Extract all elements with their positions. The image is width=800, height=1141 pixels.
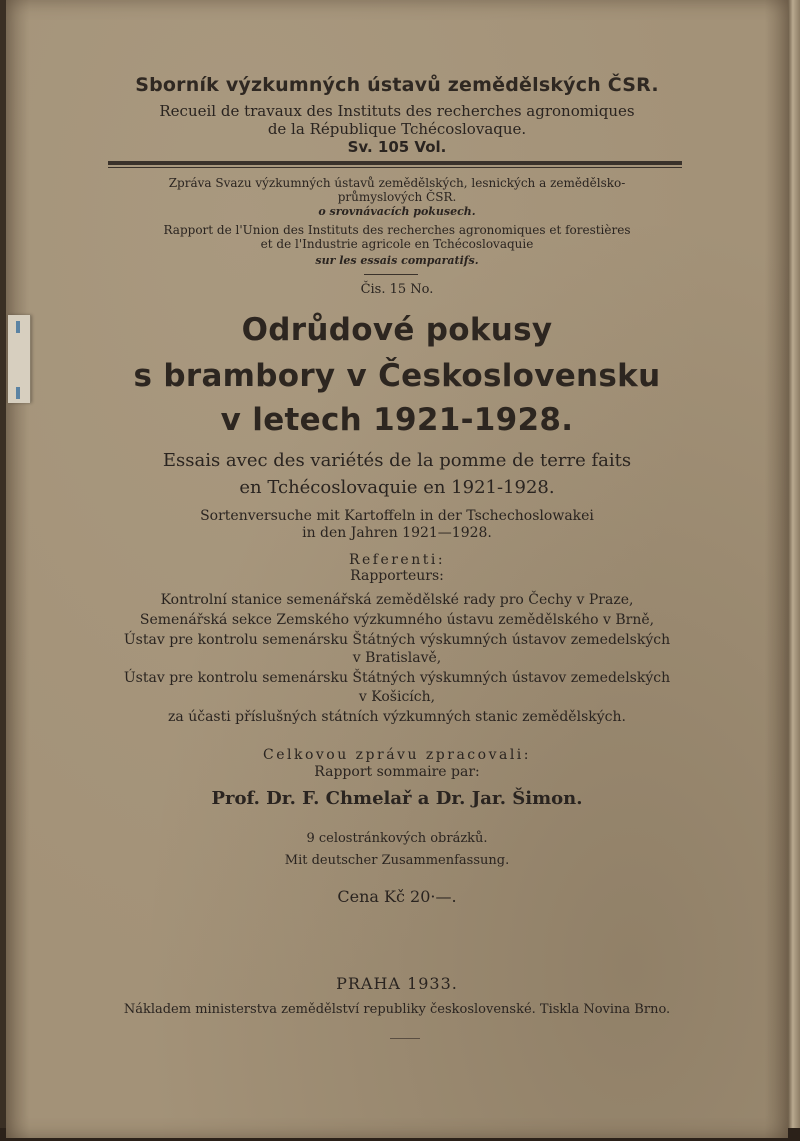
header-rule	[108, 161, 682, 165]
price: Cena Kč 20·—.	[337, 887, 457, 906]
book-cover	[6, 0, 788, 1138]
report-line4: Rapport de l'Union des Instituts des recherches agronomiques et forestières	[163, 223, 631, 237]
referee-line: Semenářská sekce Zemského výzkumného ústavu zemědělského v Brně,	[139, 612, 655, 628]
header-rule-thin	[108, 167, 682, 168]
series-title: Sborník výzkumných ústavů zemědělských ČSR.	[135, 74, 659, 96]
report-line6: sur les essais comparatifs.	[315, 254, 479, 267]
divider	[364, 274, 418, 275]
imprint-publisher: Nákladem ministerstva zemědělství republiky československé. Tiskla Novina Brno.	[123, 1002, 671, 1017]
referees-label-fr: Rapporteurs:	[350, 568, 444, 584]
series-subtitle-line2: de la République Tchécoslovaque.	[267, 120, 527, 138]
french-title-line1: Essais avec des variétés de la pomme de terre faits	[162, 450, 632, 471]
summary-note: Mit deutscher Zusammenfassung.	[284, 853, 510, 868]
report-line3: o srovnávacích pokusech.	[318, 205, 476, 218]
report-line2: průmyslových ČSR.	[337, 190, 457, 204]
referee-line: za účasti příslušných státních výzkumných stanic zemědělských.	[168, 709, 626, 725]
german-title-line2: in den Jahren 1921—1928.	[302, 525, 492, 541]
referees-label-cz: Referenti:	[348, 552, 446, 568]
referee-line: v Bratislavě,	[352, 650, 442, 666]
referee-line: v Košicích,	[358, 689, 436, 705]
issue-number: Čis. 15 No.	[360, 282, 434, 297]
summary-label-cz: Celkovou zprávu zpracovali:	[262, 747, 532, 763]
french-title-line2: en Tchécoslovaquie en 1921-1928.	[239, 477, 555, 498]
main-title-line3: v letech 1921-1928.	[220, 402, 574, 438]
summary-label-fr: Rapport sommaire par:	[314, 764, 480, 780]
volume-number: Sv. 105 Vol.	[347, 138, 447, 156]
referee-line: Ústav pre kontrolu semenársku Štátných výskumných ústavov zemedelských	[123, 670, 671, 686]
referee-line: Kontrolní stanice semenářská zemědělské rady pro Čechy v Praze,	[160, 592, 634, 608]
bottom-ornament	[390, 1038, 420, 1039]
page-stack-edge	[788, 0, 800, 1141]
referee-line: Ústav pre kontrolu semenársku Štátných výskumných ústavov zemedelských	[123, 632, 671, 648]
main-title-line1: Odrůdové pokusy	[241, 312, 553, 348]
main-title-line2: s brambory v Československu	[133, 358, 661, 394]
imprint-city-year: PRAHA 1933.	[336, 974, 458, 993]
report-line5: et de l'Industrie agricole en Tchécoslovaquie	[260, 237, 534, 251]
german-title-line1: Sortenversuche mit Kartoffeln in der Tschechoslowakei	[200, 508, 594, 524]
illustrations-note: 9 celostránkových obrázků.	[306, 831, 488, 846]
authors: Prof. Dr. F. Chmelař a Dr. Jar. Šimon.	[211, 788, 583, 809]
report-line1: Zpráva Svazu výzkumných ústavů zemědělských, lesnických a zemědělsko-	[168, 176, 626, 190]
series-subtitle-line1: Recueil de travaux des Instituts des recherches agronomiques	[159, 102, 635, 120]
